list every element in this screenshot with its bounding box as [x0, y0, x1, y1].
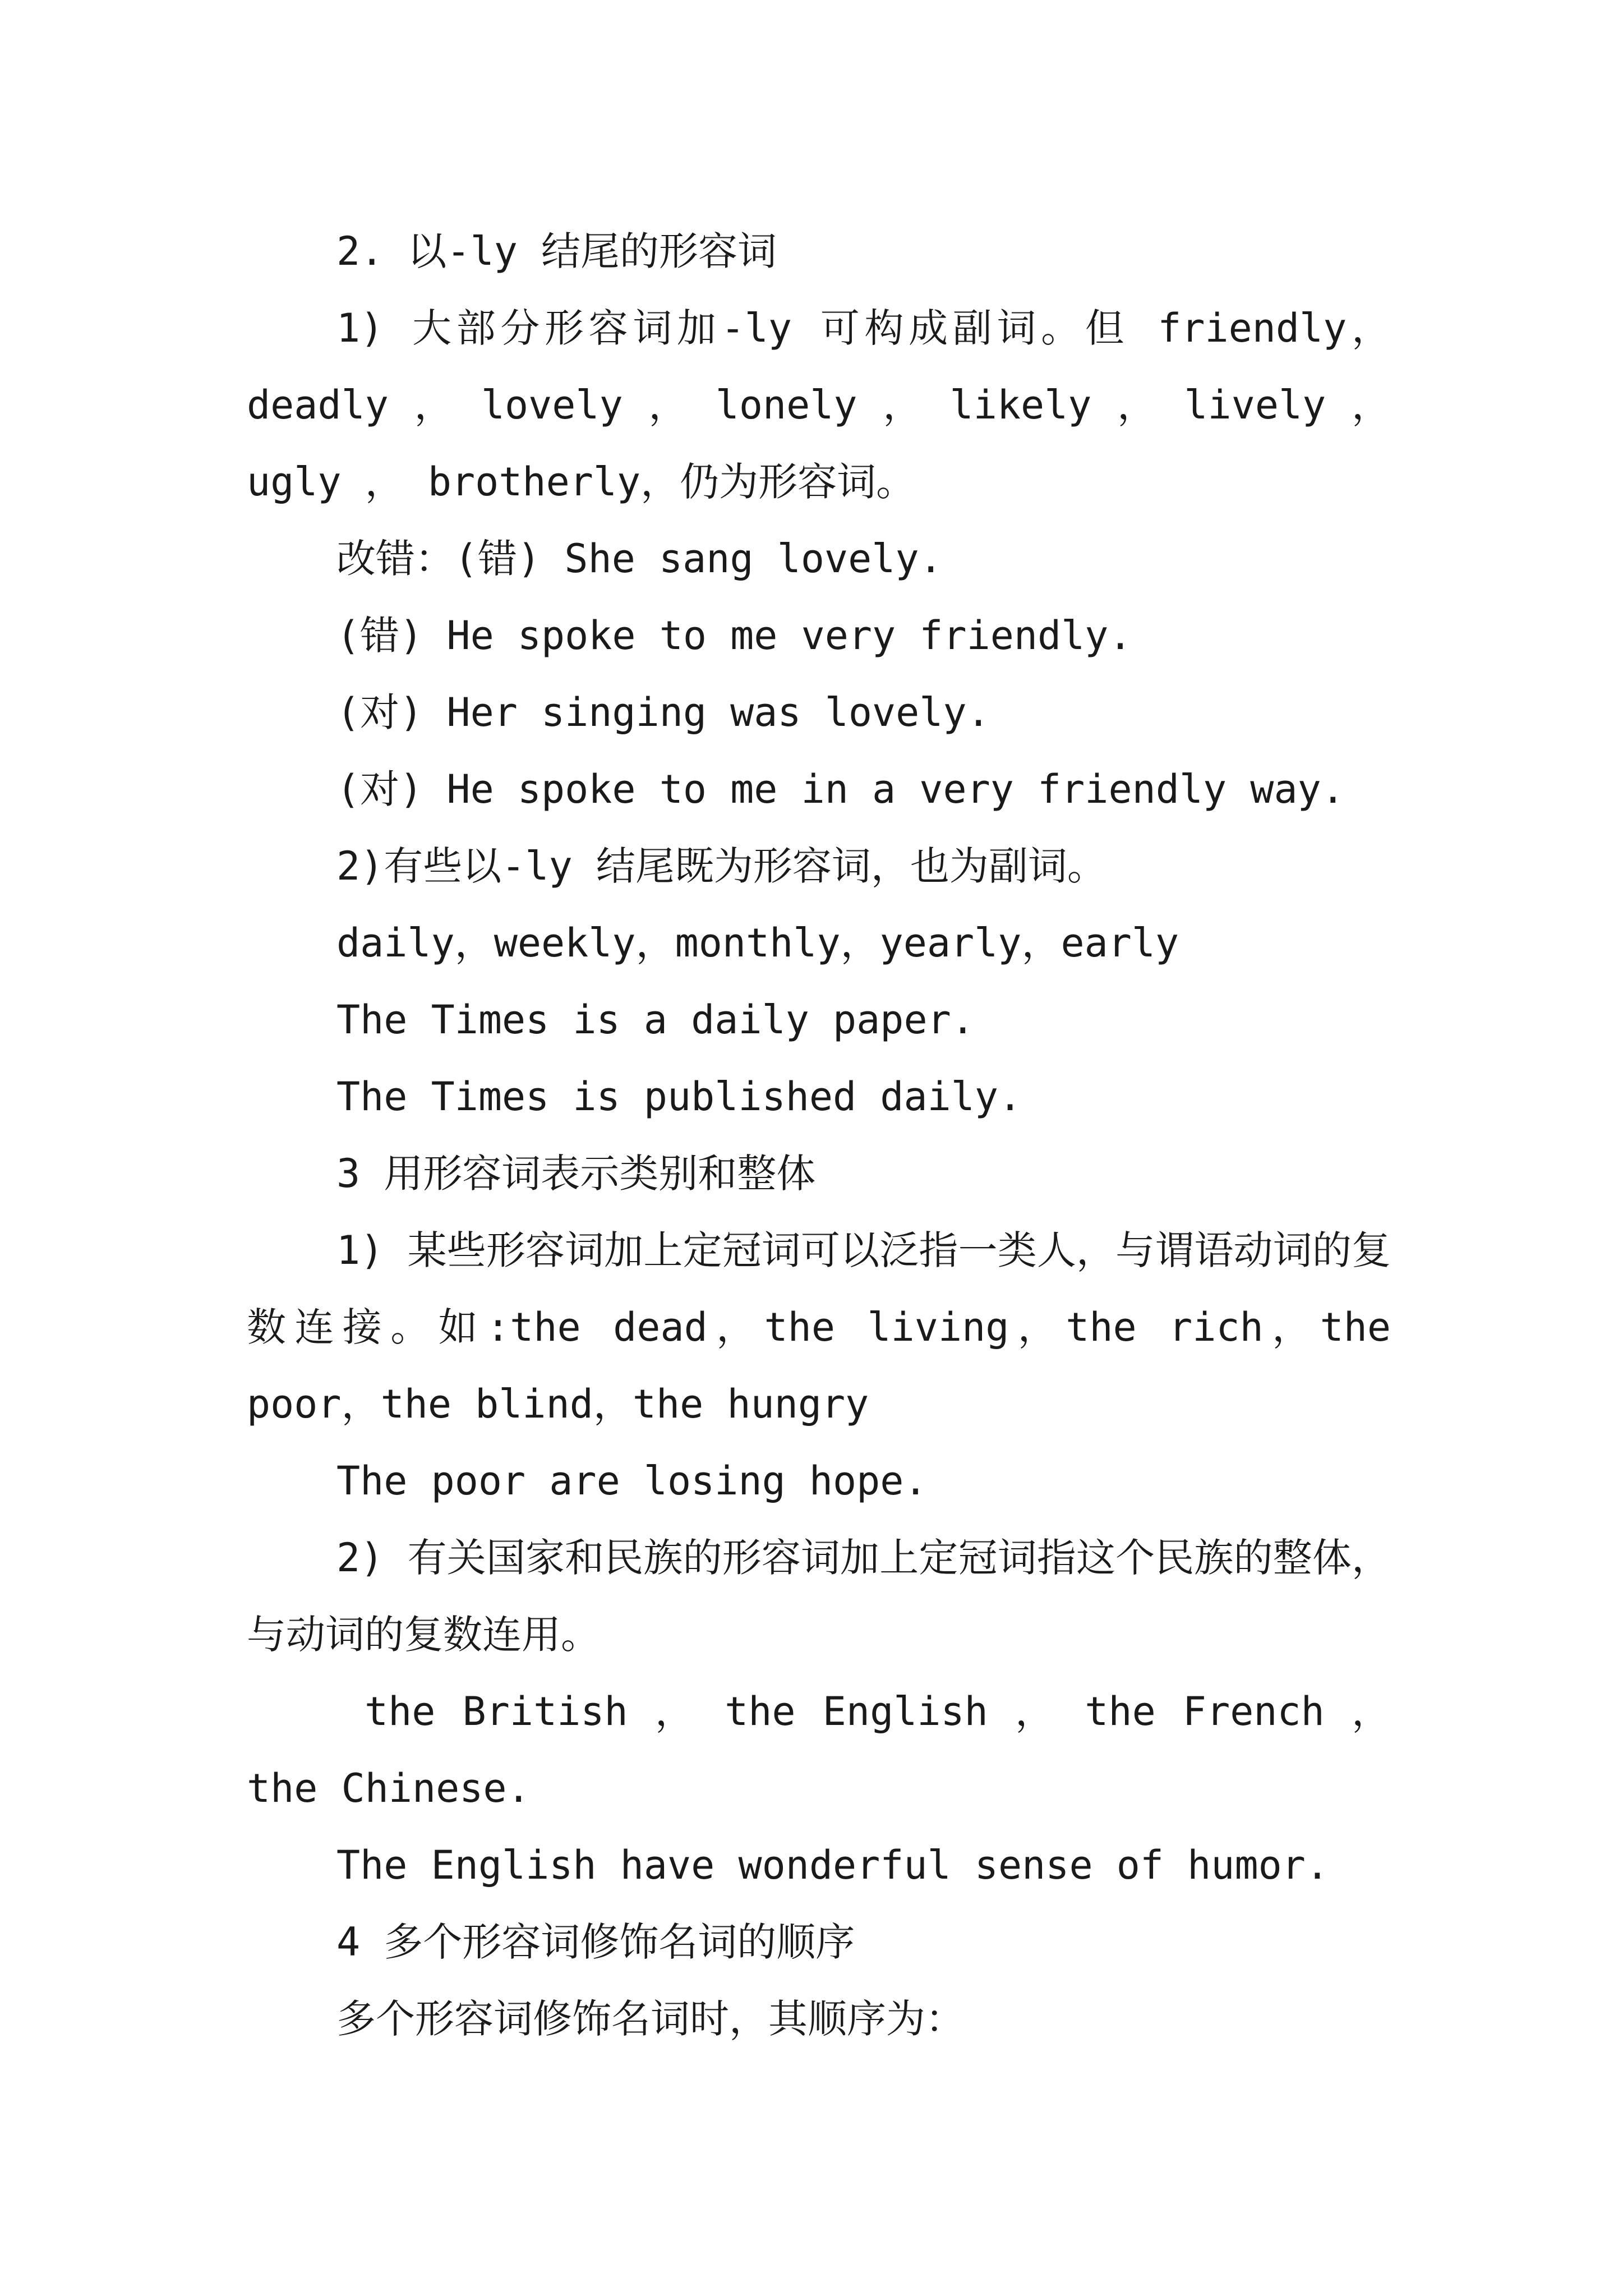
- example-line: 改错：(错) She sang lovely.: [336, 536, 943, 582]
- paragraph: 2) 有关国家和民族的形容词加上定冠词指这个民族的整体，与动词的复数连用。: [247, 1535, 1391, 1658]
- document-body: [247, 213, 1391, 2058]
- paragraph: 1) 大部分形容词加-ly 可构成副词。但 friendly， deadly ， lovely ， lonely ， likely ， lively ， ugly ， brotherly，仍为形容词。: [247, 305, 1391, 505]
- example-line: The poor are losing hope.: [336, 1458, 928, 1504]
- paragraph: 多个形容词修饰名词时，其顺序为：: [336, 1996, 965, 2042]
- section-heading: 4 多个形容词修饰名词的顺序: [336, 1919, 855, 1965]
- example-line: the British ， the English ， the French ， the Chinese.: [247, 1688, 1391, 1811]
- example-line: The Times is published daily.: [336, 1074, 1022, 1120]
- paragraph: 1) 某些形容词加上定冠词可以泛指一类人，与谓语动词的复数连接。如:the dead，the living，the rich，the poor，the blind，the hungry: [247, 1227, 1391, 1427]
- section-heading: 3 用形容词表示类别和整体: [336, 1151, 816, 1197]
- example-line: (对) He spoke to me in a very friendly way.: [336, 766, 1345, 812]
- paragraph: 2)有些以-ly 结尾既为形容词，也为副词。: [336, 843, 1106, 889]
- example-line: daily，weekly，monthly，yearly，early: [336, 920, 1179, 966]
- example-line: The English have wonderful sense of humor.: [336, 1842, 1330, 1888]
- example-line: (错) He spoke to me very friendly.: [336, 613, 1132, 659]
- section-heading: 2. 以-ly 结尾的形容词: [336, 228, 777, 274]
- example-line: (对) Her singing was lovely.: [336, 689, 990, 735]
- example-line: The Times is a daily paper.: [336, 997, 975, 1043]
